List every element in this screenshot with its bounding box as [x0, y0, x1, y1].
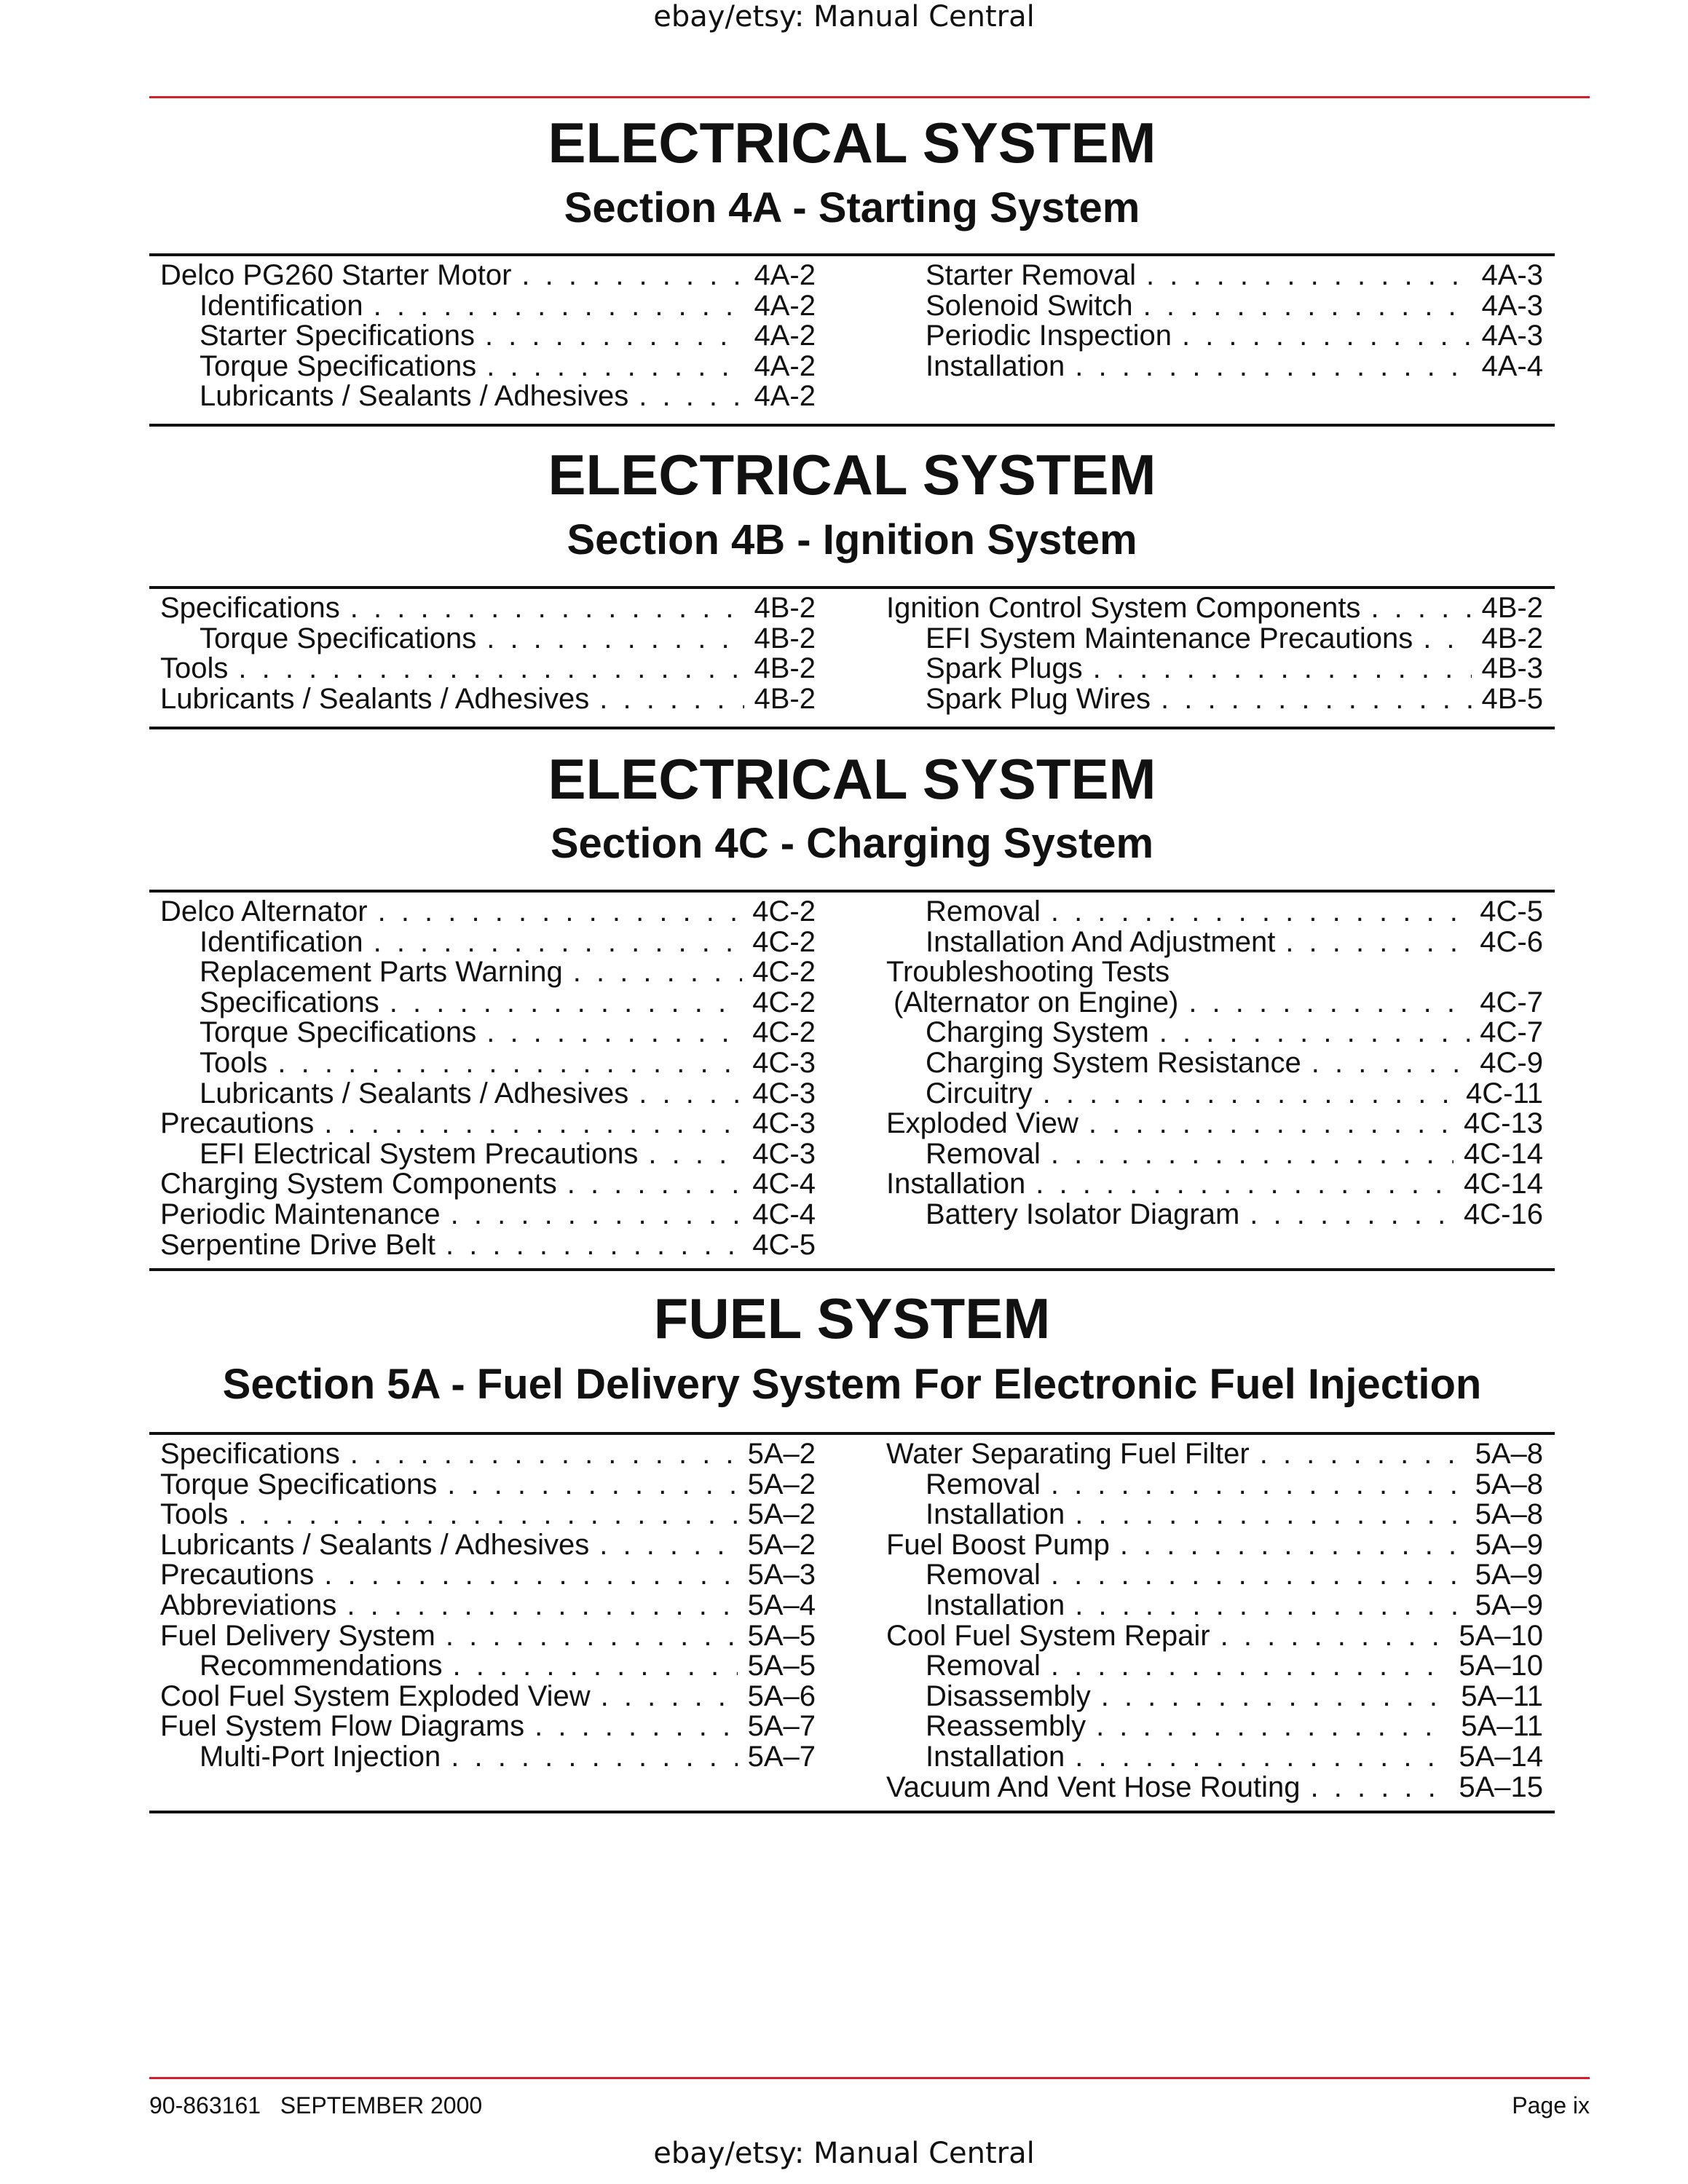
- section-subheading: Section 4A - Starting System: [564, 184, 1140, 232]
- dot-leader: [1033, 1079, 1456, 1109]
- toc-entry-title: Fuel System Flow Diagrams: [160, 1710, 525, 1743]
- toc-entry-title: Delco Alternator: [160, 895, 368, 927]
- toc-entry-title: Charging System: [926, 1016, 1149, 1049]
- toc-entry: [160, 957, 816, 988]
- dot-leader: [628, 381, 744, 412]
- dot-leader: [1086, 1712, 1451, 1742]
- toc-entry: [160, 1079, 816, 1109]
- toc-entry: [886, 957, 1543, 988]
- toc-column-right: [886, 261, 1543, 381]
- dot-leader: [228, 1500, 737, 1530]
- toc-entry-title: (Alternator on Engine): [894, 986, 1179, 1018]
- dot-leader: [475, 321, 744, 352]
- toc-entry-page: 4B-2: [1481, 592, 1543, 624]
- dot-leader: [563, 957, 743, 988]
- toc-entry: [886, 1742, 1543, 1773]
- toc-entry-page: 5A–8: [1475, 1438, 1543, 1470]
- toc-entry-title: Installation: [886, 1168, 1026, 1200]
- toc-entry-page: 5A–8: [1475, 1498, 1543, 1531]
- toc-entry-title: Precautions: [160, 1107, 315, 1140]
- section-subheading: Section 4B - Ignition System: [567, 516, 1137, 563]
- dot-leader: [1025, 1169, 1454, 1200]
- toc-entry-title: Water Separating Fuel Filter: [886, 1438, 1250, 1470]
- toc-entry-page: 5A–4: [747, 1588, 816, 1621]
- toc-entry: [886, 1018, 1543, 1048]
- toc-entry-title: Installation: [926, 1740, 1065, 1773]
- toc-entry-title: Cool Fuel System Repair: [886, 1619, 1210, 1652]
- section-divider: [149, 727, 1555, 729]
- toc-entry-title: Starter Removal: [926, 259, 1136, 291]
- dot-leader: [589, 1530, 737, 1561]
- toc-entry-title: Tools: [160, 1498, 229, 1531]
- toc-entry-page: 4C-2: [752, 895, 816, 927]
- dot-leader: [1041, 1651, 1448, 1682]
- dot-leader: [379, 988, 743, 1018]
- toc-entry: [886, 1200, 1543, 1230]
- toc-entry-title: Vacuum And Vent Hose Routing: [886, 1770, 1301, 1803]
- dot-leader: [441, 1200, 743, 1230]
- toc-entry-page: 5A–3: [747, 1559, 816, 1591]
- toc-entry-title: Removal: [926, 895, 1041, 927]
- dot-leader: [1301, 1773, 1449, 1803]
- toc-entry: [160, 1018, 816, 1048]
- toc-entry-title: Battery Isolator Diagram: [926, 1198, 1240, 1230]
- toc-entry-title: Installation: [926, 349, 1065, 382]
- toc-column-right: [886, 1439, 1543, 1803]
- toc-entry-title: Periodic Inspection: [926, 320, 1172, 352]
- toc-entry-page: 5A–7: [747, 1740, 816, 1773]
- toc-entry: [886, 1500, 1543, 1530]
- toc-entry-page: 5A–2: [747, 1498, 816, 1531]
- dot-leader: [1041, 1560, 1465, 1591]
- dot-leader: [267, 1048, 742, 1079]
- toc-entry: [886, 1048, 1543, 1079]
- toc-entry: [886, 1439, 1543, 1470]
- toc-entry-page: 4B-5: [1481, 682, 1543, 715]
- toc-entry-page: 4C-6: [1480, 925, 1543, 958]
- toc-entry: [160, 1109, 816, 1139]
- toc-entry: [160, 1439, 816, 1470]
- toc-entry: [160, 1621, 816, 1652]
- toc-entry-page: 4C-14: [1464, 1168, 1543, 1200]
- toc-entry-page: 5A–7: [747, 1710, 816, 1743]
- toc-entry-page: 4C-2: [752, 986, 816, 1018]
- document-number: 90-863161 SEPTEMBER 2000: [149, 2092, 483, 2118]
- toc-column-right: [886, 897, 1543, 1230]
- dot-leader: [1078, 1109, 1454, 1139]
- toc-entry: [886, 291, 1543, 322]
- dot-leader: [336, 1591, 737, 1621]
- toc-entry-page: 5A–6: [747, 1679, 816, 1712]
- dot-leader: [1091, 1682, 1451, 1712]
- toc-column-left: [160, 897, 816, 1260]
- dot-leader: [340, 1439, 738, 1470]
- toc-entry-page: 4C-2: [752, 1016, 816, 1049]
- toc-entry: [160, 593, 816, 624]
- toc-entry-page: 4C-3: [752, 1137, 816, 1170]
- toc-entry-title: Removal: [926, 1650, 1041, 1682]
- toc-entry-page: 5A–10: [1459, 1619, 1543, 1652]
- toc-entry-page: 4C-2: [752, 956, 816, 989]
- toc-entry-page: 4C-3: [752, 1107, 816, 1140]
- dot-leader: [1250, 1439, 1465, 1470]
- dot-leader: [314, 1109, 742, 1139]
- toc-entry-page: 5A–10: [1459, 1650, 1543, 1682]
- toc-entry-page: 4A-2: [754, 320, 816, 352]
- dot-leader: [589, 684, 744, 715]
- toc-entry: [160, 624, 816, 654]
- dot-leader: [1041, 897, 1470, 927]
- dot-leader: [363, 291, 744, 322]
- toc-entry-page: 5A–5: [747, 1619, 816, 1652]
- toc-entry-title: Delco PG260 Starter Motor: [160, 259, 512, 291]
- toc-entry-title: Serpentine Drive Belt: [160, 1228, 435, 1261]
- dot-leader: [1065, 1500, 1464, 1530]
- toc-entry: [886, 897, 1543, 927]
- toc-entry: [886, 321, 1543, 352]
- dot-leader: [1065, 1591, 1464, 1621]
- toc-entry-page: 4A-4: [1481, 349, 1543, 382]
- toc-entry-title: Charging System Resistance: [926, 1046, 1301, 1079]
- toc-entry-page: 5A–9: [1475, 1559, 1543, 1591]
- section-divider: [149, 890, 1555, 893]
- toc-entry-page: 4C-3: [752, 1046, 816, 1079]
- toc-entry-page: 4B-2: [1481, 622, 1543, 654]
- toc-entry-page: 4C-7: [1480, 986, 1543, 1018]
- toc-entry-page: 5A–11: [1461, 1710, 1543, 1743]
- toc-entry: [886, 1679, 1543, 1712]
- toc-entry: [886, 1621, 1543, 1652]
- toc-entry-page: 5A–9: [1475, 1528, 1543, 1561]
- section-divider: [149, 424, 1555, 427]
- toc-entry: [886, 349, 1543, 382]
- toc-entry-page: 4B-2: [754, 622, 816, 654]
- dot-leader: [476, 624, 744, 654]
- dot-leader: [524, 1712, 737, 1742]
- toc-entry-page: 4C-16: [1464, 1198, 1543, 1230]
- toc-entry-title: Precautions: [160, 1559, 315, 1591]
- toc-entry: [886, 1139, 1543, 1170]
- dot-leader: [1083, 654, 1472, 684]
- toc-entry-title: EFI Electrical System Precautions: [200, 1137, 639, 1170]
- toc-entry-title: Abbreviations: [160, 1588, 337, 1621]
- toc-entry-title: Recommendations: [200, 1650, 443, 1682]
- toc-entry-title: Removal: [926, 1137, 1041, 1170]
- toc-entry-page: 4A-3: [1481, 259, 1543, 291]
- toc-entry-title: Installation And Adjustment: [926, 925, 1276, 958]
- toc-entry: [886, 988, 1543, 1018]
- toc-entry-title: Specifications: [200, 986, 379, 1018]
- toc-entry: [160, 1560, 816, 1591]
- section-divider: [149, 253, 1555, 256]
- dot-leader: [511, 261, 744, 291]
- dot-leader: [340, 593, 744, 624]
- toc-entry-title: Tools: [160, 652, 229, 685]
- dot-leader: [1110, 1530, 1465, 1561]
- toc-entry: [886, 1560, 1543, 1591]
- toc-entry-page: 4C-2: [752, 925, 816, 958]
- toc-entry-page: 5A–9: [1475, 1588, 1543, 1621]
- section-heading: ELECTRICAL SYSTEM: [548, 747, 1156, 811]
- toc-entry-title: Specifications: [160, 592, 340, 624]
- dot-leader: [591, 1682, 738, 1712]
- toc-entry-page: 4C-3: [752, 1077, 816, 1109]
- toc-column-left: [160, 593, 816, 714]
- dot-leader: [1275, 927, 1470, 958]
- toc-entry-page: 5A–11: [1461, 1679, 1543, 1712]
- toc-entry: [886, 1079, 1543, 1109]
- toc-entry: [886, 654, 1543, 684]
- dot-leader: [441, 1742, 737, 1773]
- section-heading: FUEL SYSTEM: [653, 1286, 1051, 1350]
- toc-entry-title: Installation: [926, 1588, 1065, 1621]
- toc-entry-page: 4C-13: [1464, 1107, 1543, 1140]
- toc-entry-page: 5A–2: [747, 1438, 816, 1470]
- toc-entry: [160, 321, 816, 352]
- dot-leader: [1041, 1139, 1454, 1170]
- dot-leader: [628, 1079, 742, 1109]
- dot-leader: [638, 1139, 742, 1170]
- dot-leader: [443, 1651, 738, 1682]
- toc-entry-title: Spark Plugs: [926, 652, 1083, 685]
- toc-entry-title: Torque Specifications: [200, 1016, 477, 1049]
- toc-entry: [886, 1530, 1543, 1561]
- dot-leader: [368, 897, 743, 927]
- toc-entry: [886, 593, 1543, 624]
- toc-entry-title: Installation: [926, 1498, 1065, 1531]
- dot-leader: [437, 1470, 737, 1500]
- toc-entry-page: 5A–5: [747, 1650, 816, 1682]
- toc-entry-title: Specifications: [160, 1438, 340, 1470]
- toc-entry: [160, 684, 816, 715]
- toc-entry: [160, 381, 816, 412]
- dot-leader: [1136, 261, 1472, 291]
- toc-entry: [886, 927, 1543, 958]
- toc-entry: [160, 1139, 816, 1170]
- toc-entry-title: Removal: [926, 1468, 1041, 1500]
- toc-entry-title: Identification: [200, 289, 363, 322]
- dot-leader: [1065, 352, 1471, 382]
- dot-leader: [1041, 1470, 1465, 1500]
- toc-entry-title: Torque Specifications: [160, 1468, 438, 1500]
- dot-leader: [363, 927, 743, 958]
- toc-entry-page: 5A–2: [747, 1468, 816, 1500]
- toc-entry: [160, 1169, 816, 1200]
- toc-entry-title: Periodic Maintenance: [160, 1198, 441, 1230]
- toc-entry-title: Removal: [926, 1559, 1041, 1591]
- section-subheading: Section 4C - Charging System: [550, 820, 1154, 867]
- toc-entry: [160, 1651, 816, 1682]
- toc-column-left: [160, 1439, 816, 1773]
- toc-entry: [160, 1470, 816, 1500]
- dot-leader: [314, 1560, 737, 1591]
- toc-entry-page: 5A–8: [1475, 1468, 1543, 1500]
- toc-entry-title: Solenoid Switch: [926, 289, 1133, 322]
- toc-entry-title: Lubricants / Sealants / Adhesives: [200, 1077, 629, 1109]
- toc-entry-title: Troubleshooting Tests: [886, 956, 1170, 989]
- toc-entry-page: 5A–14: [1459, 1740, 1543, 1773]
- toc-entry: [886, 1588, 1543, 1621]
- toc-entry-title: Torque Specifications: [200, 622, 477, 654]
- watermark-top: ebay/etsy: Manual Central: [653, 0, 1035, 33]
- toc-entry: [886, 1109, 1543, 1139]
- toc-entry: [886, 1712, 1543, 1742]
- dot-leader: [1239, 1200, 1454, 1230]
- section-heading: ELECTRICAL SYSTEM: [548, 111, 1156, 175]
- toc-entry-title: Fuel Delivery System: [160, 1619, 435, 1652]
- toc-entry-page: 4C-7: [1480, 1016, 1543, 1049]
- toc-entry-page: 4A-2: [754, 349, 816, 382]
- toc-entry: [160, 1742, 816, 1773]
- dot-leader: [435, 1621, 738, 1652]
- page-number: Page ix: [1512, 2092, 1590, 2118]
- toc-entry-page: 4B-2: [754, 592, 816, 624]
- toc-entry-title: Tools: [200, 1046, 268, 1079]
- toc-entry-title: EFI System Maintenance Precautions: [926, 622, 1413, 654]
- dot-leader: [1149, 1018, 1470, 1048]
- toc-entry-title: Replacement Parts Warning: [200, 956, 563, 989]
- toc-entry: [160, 1588, 816, 1621]
- toc-entry-page: 4A-2: [754, 289, 816, 322]
- toc-entry: [886, 684, 1543, 715]
- toc-entry-title: Multi-Port Injection: [200, 1740, 441, 1773]
- toc-entry: [160, 654, 816, 684]
- toc-entry-page: 5A–15: [1459, 1770, 1543, 1803]
- toc-entry-title: Lubricants / Sealants / Adhesives: [160, 1528, 590, 1561]
- dot-leader: [557, 1169, 743, 1200]
- dot-leader: [1210, 1621, 1449, 1652]
- toc-entry: [886, 1470, 1543, 1500]
- footer-rule: [149, 2077, 1590, 2079]
- toc-entry-title: Cool Fuel System Exploded View: [160, 1679, 591, 1712]
- dot-leader: [1065, 1742, 1448, 1773]
- toc-entry: [160, 349, 816, 382]
- toc-entry-page: 5A–2: [747, 1528, 816, 1561]
- toc-column-left: [160, 261, 816, 412]
- section-heading: ELECTRICAL SYSTEM: [548, 443, 1156, 507]
- dot-leader: [1151, 684, 1472, 715]
- toc-entry-title: Torque Specifications: [200, 349, 477, 382]
- toc-column-right: [886, 593, 1543, 714]
- dot-leader: [1178, 988, 1470, 1018]
- dot-leader: [476, 1018, 742, 1048]
- toc-entry-page: 4C-5: [1480, 895, 1543, 927]
- toc-entry-page: 4C-5: [752, 1228, 816, 1261]
- toc-entry-page: 4B-2: [754, 682, 816, 715]
- toc-entry-title: Reassembly: [926, 1710, 1086, 1743]
- toc-entry-page: 4A-2: [754, 380, 816, 413]
- toc-entry-title: Ignition Control System Components: [886, 592, 1361, 624]
- toc-entry-title: Exploded View: [886, 1107, 1078, 1140]
- toc-entry: [160, 1530, 816, 1561]
- toc-entry: [160, 927, 816, 958]
- toc-entry: [160, 897, 816, 927]
- toc-entry: [160, 1712, 816, 1742]
- dot-leader: [1360, 593, 1471, 624]
- toc-entry-title: Lubricants / Sealants / Adhesives: [160, 682, 590, 715]
- toc-entry-page: 4A-2: [754, 259, 816, 291]
- toc-entry-page: 4C-14: [1464, 1137, 1543, 1170]
- toc-entry-title: Charging System Components: [160, 1168, 557, 1200]
- dot-leader: [476, 352, 744, 382]
- section-subheading: Section 5A - Fuel Delivery System For Electronic Fuel Injection: [222, 1361, 1482, 1408]
- toc-entry: [886, 1651, 1543, 1682]
- dot-leader: [228, 654, 744, 684]
- toc-entry: [160, 988, 816, 1018]
- section-divider: [149, 1811, 1555, 1813]
- toc-entry: [160, 1048, 816, 1079]
- toc-entry: [160, 291, 816, 322]
- toc-entry-title: Spark Plug Wires: [926, 682, 1151, 715]
- toc-entry-title: Starter Specifications: [200, 320, 475, 352]
- toc-entry-title: Circuitry: [926, 1077, 1033, 1109]
- dot-leader: [1301, 1048, 1470, 1079]
- toc-entry-page: 4C-11: [1466, 1077, 1543, 1109]
- toc-entry: [886, 1770, 1543, 1803]
- toc-entry-page: 4B-3: [1481, 652, 1543, 685]
- toc-entry-page: 4C-4: [752, 1198, 816, 1230]
- toc-entry: [886, 1169, 1543, 1200]
- toc-entry: [160, 1679, 816, 1712]
- dot-leader: [1172, 321, 1472, 352]
- toc-entry-title: Identification: [200, 925, 363, 958]
- toc-entry-title: Fuel Boost Pump: [886, 1528, 1110, 1561]
- dot-leader: [435, 1230, 742, 1261]
- toc-entry-page: 4A-3: [1481, 320, 1543, 352]
- toc-entry-title: Disassembly: [926, 1679, 1091, 1712]
- toc-entry-title: Lubricants / Sealants / Adhesives: [200, 380, 629, 413]
- section-divider: [149, 1432, 1555, 1435]
- section-divider: [149, 586, 1555, 589]
- toc-entry-page: 4C-4: [752, 1168, 816, 1200]
- dot-leader: [1133, 291, 1472, 322]
- header-rule: [149, 96, 1590, 98]
- toc-entry: [160, 1200, 816, 1230]
- section-divider: [149, 1268, 1555, 1271]
- toc-entry-page: 4C-9: [1480, 1046, 1543, 1079]
- dot-leader: [1413, 624, 1471, 654]
- toc-entry-page: 4B-2: [754, 652, 816, 685]
- toc-entry: [886, 624, 1543, 654]
- toc-entry: [160, 1500, 816, 1530]
- watermark-bottom: ebay/etsy: Manual Central: [653, 2137, 1035, 2170]
- toc-entry: [160, 261, 816, 291]
- toc-entry: [886, 261, 1543, 291]
- toc-entry: [160, 1230, 816, 1261]
- toc-entry-page: 4A-3: [1481, 289, 1543, 322]
